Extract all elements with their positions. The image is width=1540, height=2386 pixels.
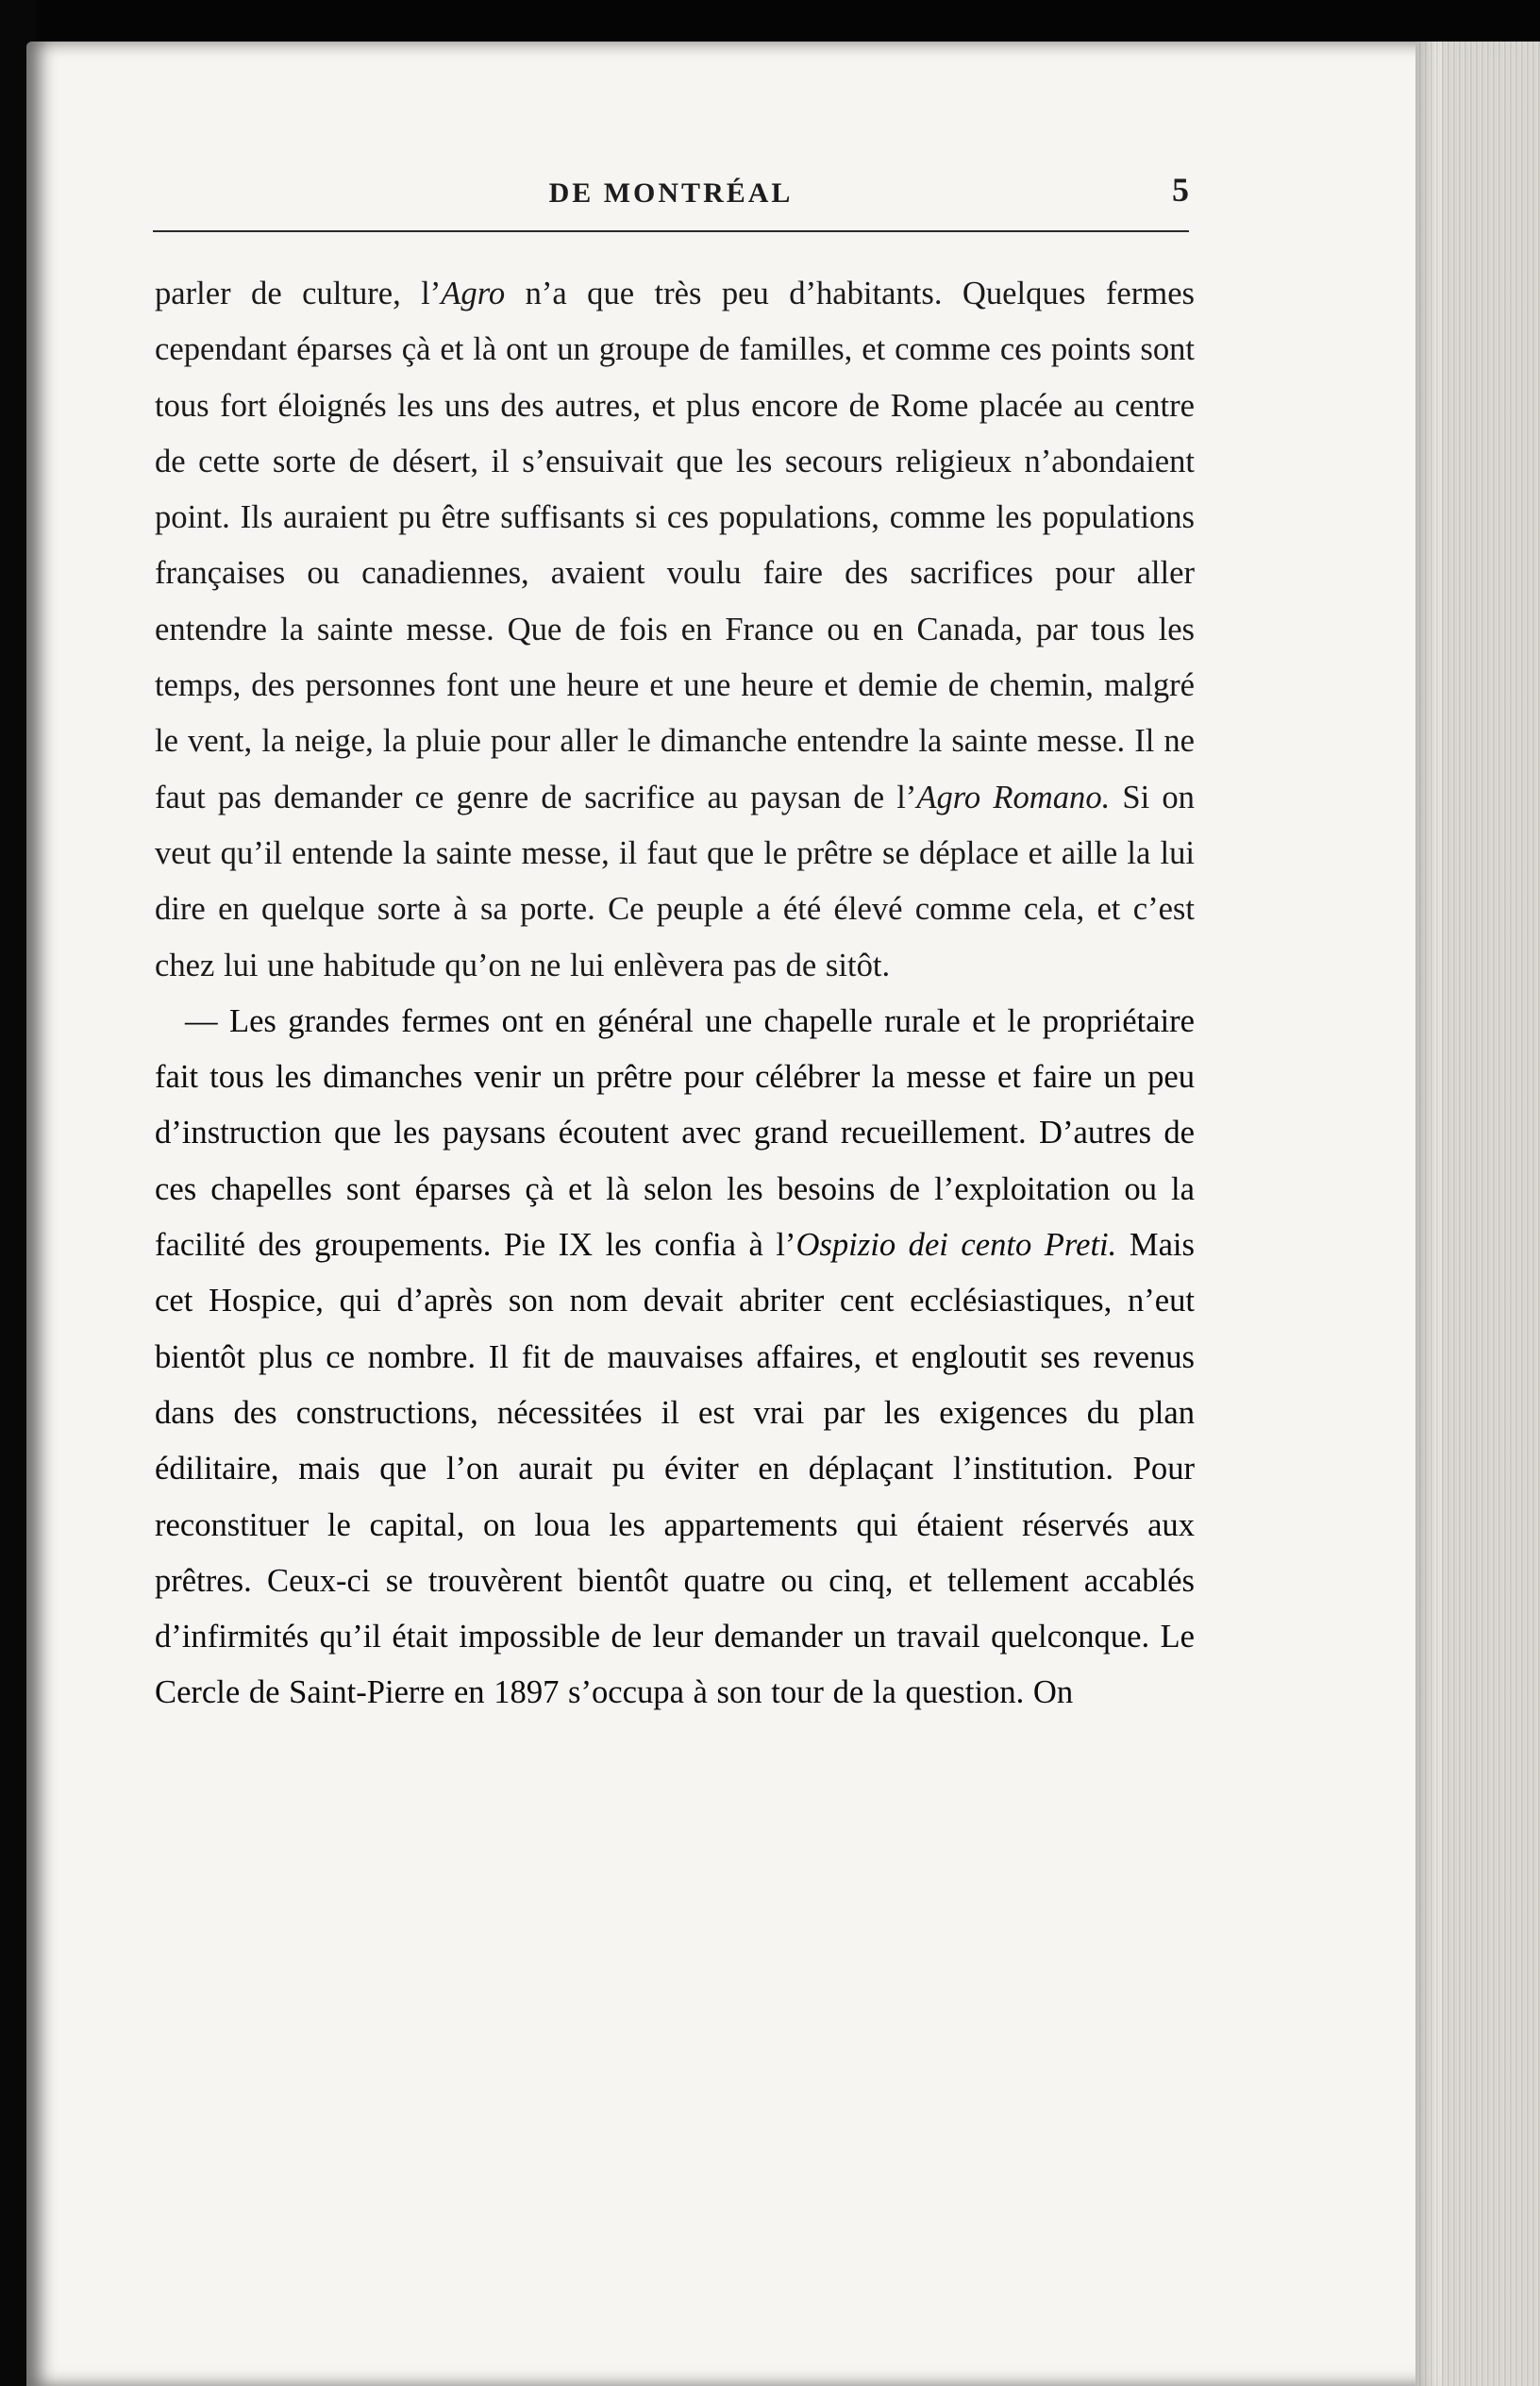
- paragraph: [155, 994, 1195, 1722]
- running-title: DE MONTRÉAL: [548, 177, 794, 209]
- text-run: n’a que très peu d’habitants. Quelques fermes cependant éparses çà et là ont un groupe de familles, et comme ces points sont tous fort éloignés les uns des autres, et plus encore de Rome placée au centre de cette sorte de désert, il s’ensuivait que les secours religieux n’abondaient point. Ils auraient pu être suffisants si ces populations, comme les populations françaises ou canadiennes, avaient voulu faire des sacrifices pour aller entendre la sainte messe. Que de fois en France ou en Canada, par tous les temps, des personnes font une heure et une heure et demie de chemin, malgré le vent, la neige, la pluie pour aller le dimanche entendre la sainte messe. Il ne faut pas demander ce genre de sacrifice au paysan de l’: [155, 276, 1195, 815]
- text-run: parler de culture, l’: [155, 276, 442, 311]
- header-rule: [153, 230, 1189, 232]
- body-text: [155, 266, 1195, 1722]
- text-run: Si on veut qu’il entende la sainte messe, il faut que le prêtre se déplace et aille la lui dire en quelque sorte à sa porte. Ce peuple a été élevé comme cela, et c’est chez lui une habitude qu’on ne lui enlèvera pas de sitôt.: [155, 779, 1195, 983]
- paragraph: [155, 266, 1195, 994]
- text-run: Mais cet Hospice, qui d’après son nom devait abriter cent ecclésiastiques, n’eut bientôt plus ce nombre. Il fit de mauvaises affaires, et engloutit ses revenus dans des constructions, nécessitées il est vrai par les exigences du plan édilitaire, mais que l’on aurait pu éviter en déplaçant l’institution. Pour reconstituer le capital, on loua les appartements qui étaient réservés aux prêtres. Ceux-ci se trouvèrent bientôt quatre ou cinq, et tellement accablés d’infirmités qu’il était impossible de leur demander un travail quelconque. Le Cercle de Saint-Pierre en 1897 s’occupa à son tour de la question. On: [155, 1227, 1195, 1711]
- text-run: — Les grandes fermes ont en général une chapelle rurale et le propriétaire fait tous les dimanches venir un prêtre pour célébrer la messe et faire un peu d’instruction que les paysans écoutent avec grand recueillement. D’autres de ces chapelles sont éparses çà et là selon les besoins de l’exploitation ou la facilité des groupements. Pie IX les confia à l’: [155, 1002, 1195, 1264]
- italic-text: Agro Romano.: [916, 779, 1111, 815]
- italic-text: Agro: [441, 276, 506, 311]
- running-head: [153, 170, 1189, 217]
- page-fore-edge: [1415, 42, 1540, 2386]
- italic-text: Ospizio dei cento Preti.: [795, 1227, 1117, 1264]
- page-number: 5: [1172, 171, 1189, 209]
